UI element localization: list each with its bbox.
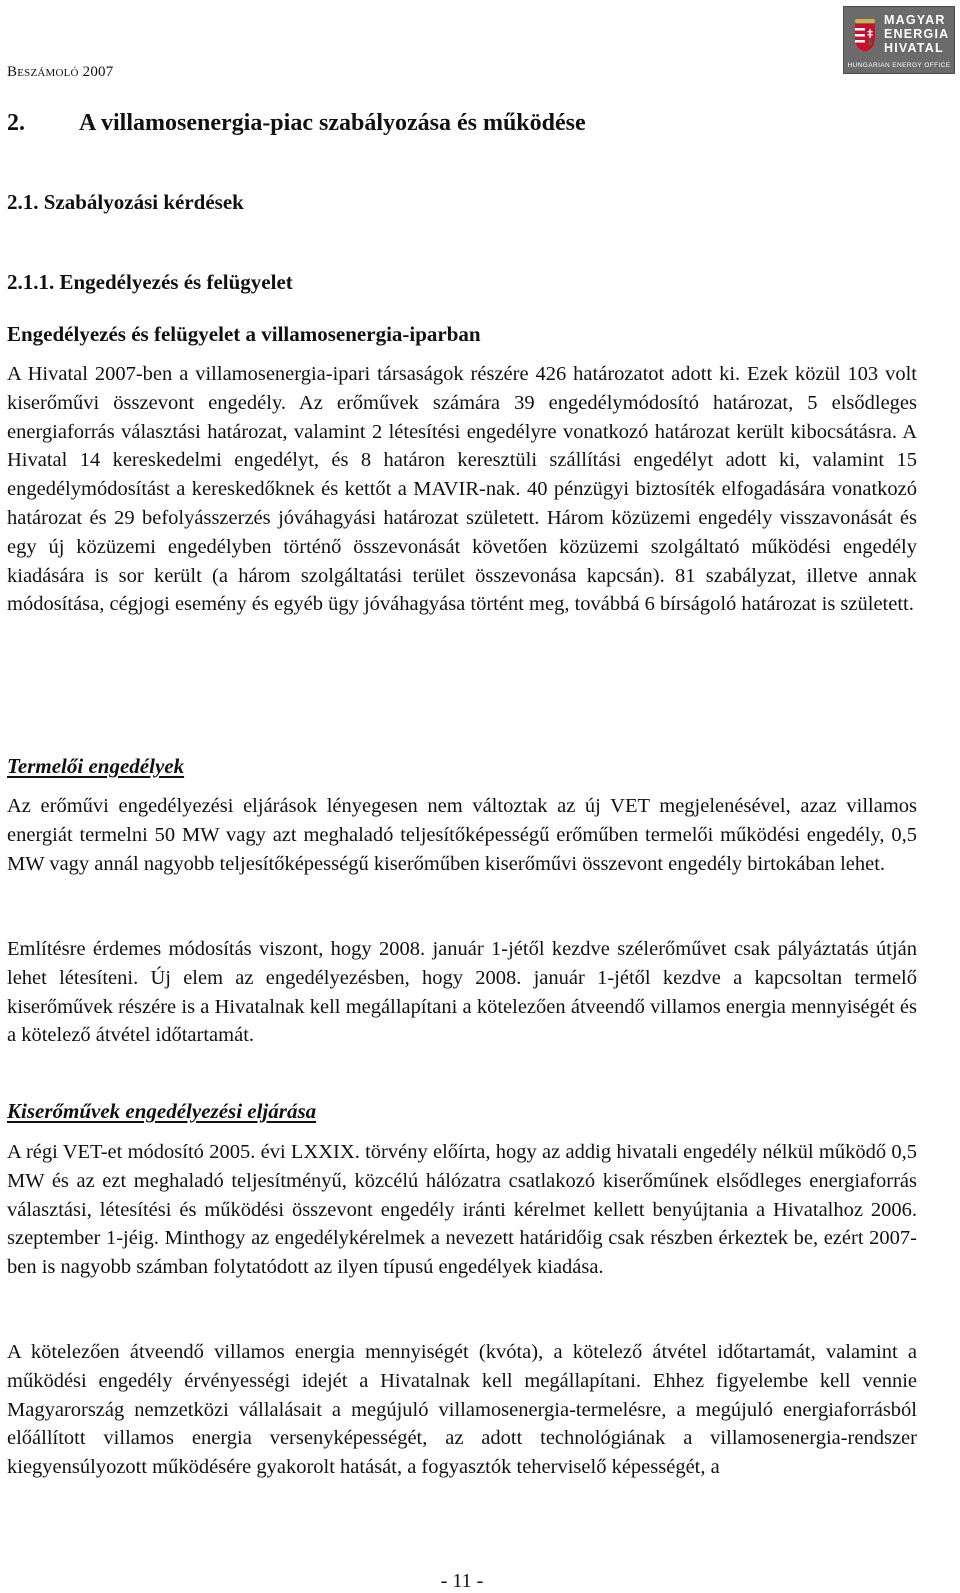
coat-of-arms-icon <box>852 17 878 53</box>
report-title-text: Beszámoló 2007 <box>7 64 114 80</box>
office-logo <box>843 6 955 74</box>
logo-line-3: HIVATAL <box>884 41 944 55</box>
subheading-small-plant-procedure: Kiserőművek engedélyezési eljárása <box>7 1099 317 1123</box>
subheading-producer-licences: Termelői engedélyek <box>7 754 185 778</box>
logo-wordmark <box>884 13 949 55</box>
page-number: - 11 - <box>440 1570 484 1592</box>
report-title <box>7 64 113 81</box>
subsection-heading: 2.1. Szabályozási kérdések <box>7 190 244 214</box>
section-number: 2. <box>7 110 25 136</box>
topic-heading: Engedélyezés és felügyelet a villamosenergia-iparban <box>7 322 481 346</box>
paragraph-small-plant-procedure: A régi VET-et módosító 2005. évi LXXIX. törvény előírta, hogy az addig hivatali engedély nélkül működő 0,5 MW és az ezt meghaladó teljesítményű, közcélú hálózatra csatlakozó kiserőműnek elsődleges energiaforrás választási, létesítési és működési összevont engedély iránti kérelmet kellett benyújtania a Hivatalhoz 2006. szeptember 1-jéig. Minthogy az engedélykérelmek a nevezett határidőig csak részben érkeztek be, ezért 2007-ben is nagyobb számban folytatódott az ilyen típusú engedélyek kiadása. <box>7 1141 917 1279</box>
document-page <box>7 0 951 1593</box>
paragraph-quota: A kötelezően átveendő villamos energia mennyiségét (kvóta), a kötelező átvétel időtartamát, valamint a működési engedély érvényességi idejét a Hivatalnak kell megállapítani. Ehhez figyelembe kell vennie Magyarország nemzetközi vállalásait a megújuló villamosenergia-termelésre, a megújuló energiaforrásból előállított villamos energia versenyképességét, az adott technológiának a villamosenergia-rendszer kiegyensúlyozott működésére gyakorolt hatását, a fogyasztók teherviselő képességét, a <box>7 1341 917 1479</box>
section-heading <box>7 110 586 137</box>
paragraph-amendments: Említésre érdemes módosítás viszont, hogy 2008. január 1-jétől kezdve szélerőművet csak pályáztatás útján lehet létesíteni. Új elem az engedélyezésben, hogy 2008. január 1-jétől kezdve a kapcsoltan termelő kiserőművek részére is a Hivatalnak kell megállapítani a kötelezően átveendő villamos energia mennyiségét és a kötelező átvétel időtartamát. <box>7 938 917 1047</box>
paragraph-licensing-summary: A Hivatal 2007-ben a villamosenergia-ipari társaságok részére 426 határozatot adott ki. Ezek közül 103 volt kiserőművi összevont engedély. Az erőművek számára 39 engedélymódosító határozat, 5 elsődleges energiaforrás választási határozat, valamint 2 létesítési engedélyre vonatkozó határozat került kibocsátásra. A Hivatal 14 kereskedelmi engedélyt, és 8 határon keresztüli szállítási engedélyt adott ki, valamint 15 engedélymódosítást a kereskedőknek és kettőt a MAVIR-nak. 40 pénzügyi biztosíték elfogadására vonatkozó határozat és 29 befolyásszerzés jóváhagyási határozat született. Három közüzemi engedély visszavonását és egy új közüzemi engedélyben történő összevonását követően közüzemi szolgáltató működési engedély kiadására is sor került (a három szolgáltatási terület összevonása kapcsán). 81 szabályzat, illetve annak módosítása, cégjogi esemény és egyéb ügy jóváhagyása történt meg, továbbá 6 bírságoló határozat is született. <box>7 363 917 616</box>
subsubsection-heading: 2.1.1. Engedélyezés és felügyelet <box>7 270 293 294</box>
page-header <box>7 6 960 78</box>
logo-subtitle: HUNGARIAN ENERGY OFFICE <box>847 62 951 69</box>
logo-line-2: ENERGIA <box>884 27 950 41</box>
section-title: A villamosenergia-piac szabályozása és működése <box>79 110 586 136</box>
paragraph-producer-licences: Az erőművi engedélyezési eljárások lényegesen nem változtak az új VET megjelenésével, azaz villamos energiát termelni 50 MW vagy azt meghaladó teljesítőképességű erőműben termelői működési engedély, 0,5 MW vagy annál nagyobb teljesítőképességű kiserőműben kiserőművi összevont engedély birtokában lehet. <box>7 795 917 875</box>
logo-line-1: MAGYAR <box>884 13 946 27</box>
